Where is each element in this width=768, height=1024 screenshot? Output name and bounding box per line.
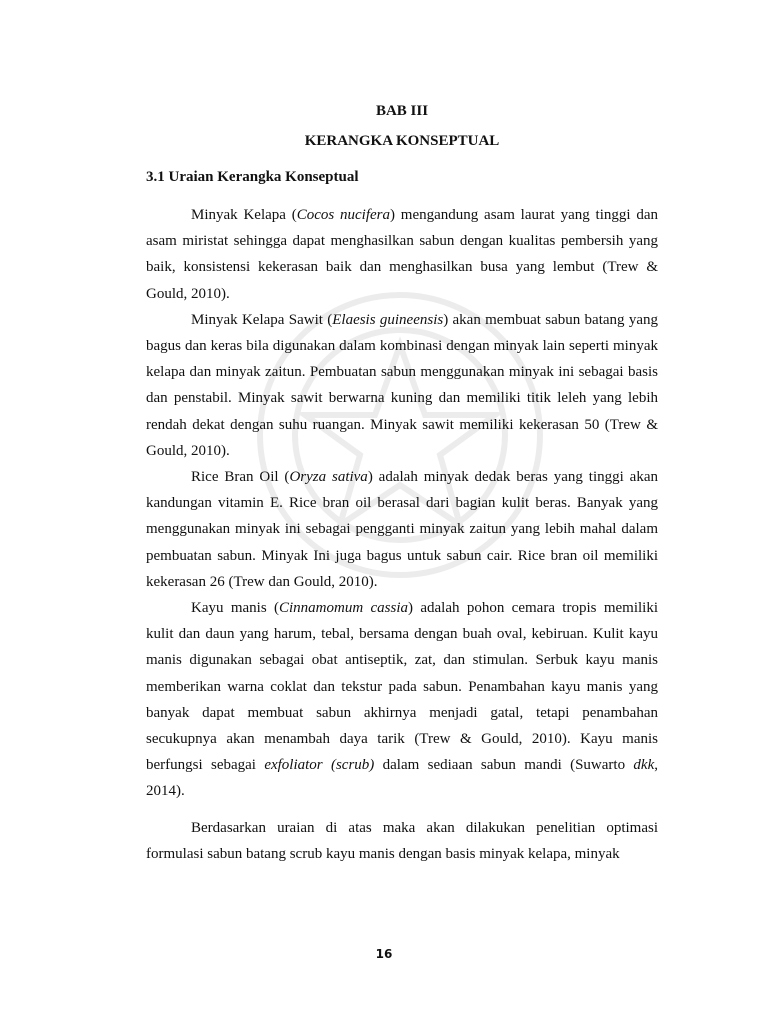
text-run: Berdasarkan uraian di atas maka akan dilakukan penelitian optimasi formulasi sabun batang scrub kayu manis dengan basis minyak kelapa, minyak <box>146 819 658 862</box>
paragraph <box>146 595 658 805</box>
text-run: , 2014). <box>146 757 658 800</box>
text-run: ) adalah minyak dedak beras yang tinggi akan kandungan vitamin E. Rice bran oil berasal dari bagian kulit beras. Banyak yang menggunakan minyak ini sebagai pengganti minyak zaitun yang lebih mahal dalam pembuatan sabun. Minyak Ini juga bagus untuk sabun cair. Rice bran oil memiliki kekerasan 26 (Trew dan Gould, 2010). <box>146 469 658 590</box>
body-text <box>146 202 658 867</box>
chapter-label: BAB III <box>375 103 429 119</box>
page-number: 16 <box>375 947 393 961</box>
paragraph <box>146 815 658 867</box>
italic-term: Cinnamomum cassia <box>279 600 409 617</box>
italic-term: Cocos nucifera <box>296 207 390 223</box>
text-run: Minyak Kelapa ( <box>191 207 297 223</box>
text-run: Rice Bran Oil ( <box>191 469 290 486</box>
paragraph <box>146 202 658 307</box>
document-page <box>146 100 658 867</box>
italic-term: Elaesis guineensis <box>332 311 444 328</box>
text-run: ) mengandung asam laurat yang tinggi dan asam miristat sehingga dapat menghasilkan sabun dengan kualitas pembersih yang baik, konsistensi kekerasan baik dan menghasilkan busa yang lembut (Trew & Gould, 2010). <box>146 207 658 302</box>
italic-term: dkk <box>633 757 655 774</box>
chapter-title: KERANGKA KONSEPTUAL <box>304 133 500 149</box>
text-run: ) adalah pohon cemara tropis memiliki kulit dan daun yang harum, tebal, bersama dengan buah oval, kebiruan. Kulit kayu manis digunakan sebagai obat antiseptik, zat, dan stimulan. Serbuk kayu manis memberikan warna coklat dan tekstur pada sabun. Penambahan kayu manis yang banyak dapat membuat sabun akhirnya menjadi gatal, tetapi penambahan secukupnya akan menambah daya tarik (Trew & Gould, 2010). Kayu manis berfungsi sebagai <box>146 600 658 774</box>
section-heading: 3.1 Uraian Kerangka Konseptual <box>146 169 359 185</box>
text-run: dalam sediaan sabun mandi (Suwarto <box>374 757 634 774</box>
text-run: ) akan membuat sabun batang yang bagus dan keras bila digunakan dalam kombinasi dengan minyak lain seperti minyak kelapa dan minyak zaitun. Pembuatan sabun menggunakan minyak ini sebagai basis dan penstabil. Minyak sawit berwarna kuning dan memiliki titik leleh yang lebih rendah dekat dengan suhu ruangan. Minyak sawit memiliki kekerasan 50 (Trew & Gould, 2010). <box>146 311 659 459</box>
paragraph <box>146 464 658 595</box>
italic-term: Oryza sativa <box>289 469 368 486</box>
text-run: Minyak Kelapa Sawit ( <box>191 311 333 328</box>
italic-term: exfoliator (scrub) <box>264 757 375 774</box>
paragraph <box>146 307 658 464</box>
text-run: Kayu manis ( <box>191 600 279 617</box>
